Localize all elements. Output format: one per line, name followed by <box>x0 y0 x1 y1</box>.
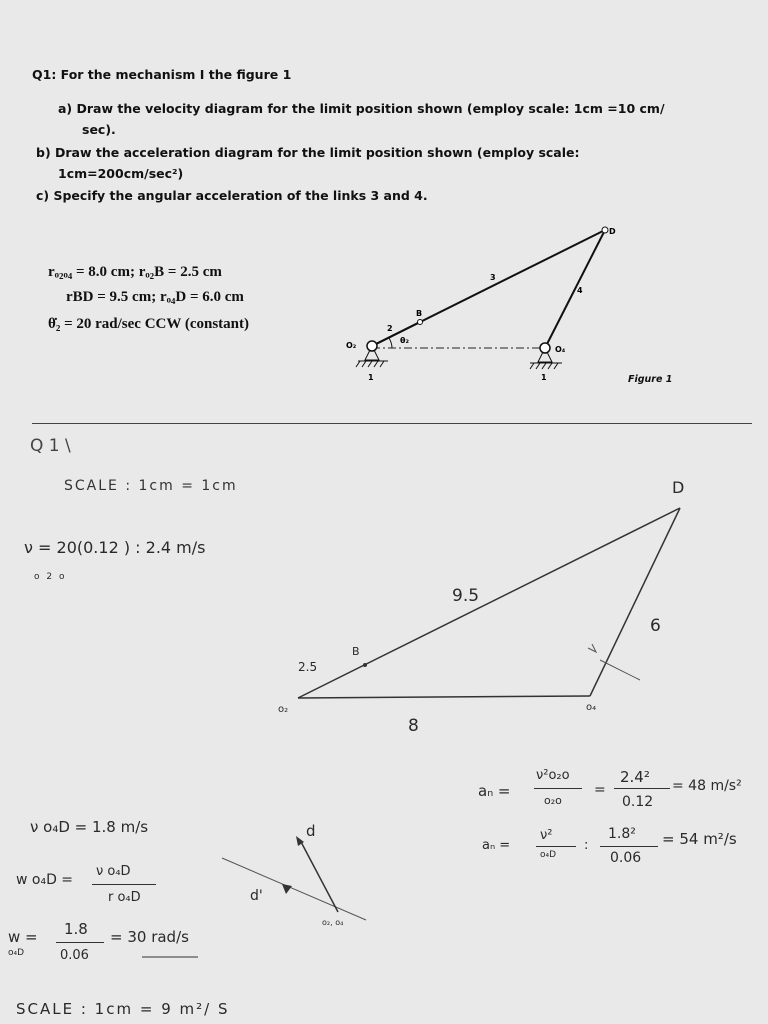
accel-arrow-d1 <box>282 884 292 894</box>
question-part-b-line2: 1cm=200cm/sec²) <box>58 166 184 181</box>
sketch-label-d: D <box>672 478 685 497</box>
sketch-line-o4-d <box>590 508 680 696</box>
label-o4: O₄ <box>555 345 566 354</box>
w-o4d-fraction-bar <box>92 884 156 885</box>
w2-denominator: 0.06 <box>60 948 89 963</box>
label-o2: O₂ <box>346 341 357 350</box>
question-part-b-line1: b) Draw the acceleration diagram for the limit position shown (employ scale: <box>36 145 580 160</box>
given-line-2: rBD = 9.5 cm; rₒ₄D = 6.0 cm <box>66 289 244 305</box>
an2-denominator: o₄D <box>540 850 557 860</box>
w2-lhs: w = <box>8 928 38 946</box>
sketch-length-o2o4: 8 <box>408 716 419 736</box>
sketch-label-b: B <box>352 645 360 658</box>
sketch-line-o2-d <box>298 508 680 698</box>
scale-acceleration: SCALE : 1cm = 9 m²/ S <box>16 1000 230 1018</box>
figure-caption: Figure 1 <box>628 374 673 385</box>
given-line-1: rₒ₂ₒ₄ = 8.0 cm; rₒ₂B = 2.5 cm <box>48 264 222 280</box>
label-theta: θ₂ <box>400 336 409 345</box>
question-part-a-line1: a) Draw the velocity diagram for the limit position shown (employ scale: 1cm =10 cm/ <box>58 101 665 116</box>
question-part-a-line2: sec). <box>82 122 116 137</box>
an2-result: = 54 m²/s <box>662 830 737 848</box>
an1-mid-denominator: 0.12 <box>622 794 654 810</box>
an1-mid-numerator: 2.4² <box>620 768 650 786</box>
an2-mid-numerator: 1.8² <box>608 826 636 842</box>
an1-result: = 48 m/s² <box>672 778 742 794</box>
sketch-label-o2: o₂ <box>278 704 289 715</box>
an1-lhs: aₙ = <box>478 782 511 800</box>
label-link-2: 2 <box>387 324 393 333</box>
w-o4d-lhs: w o₄D = <box>16 872 74 888</box>
velocity-subscript: o 2 o <box>34 572 67 582</box>
an1-numerator: ν²o₂o <box>536 768 570 783</box>
label-b: B <box>416 309 423 318</box>
accel-label-d: d <box>306 822 316 840</box>
sketch-length-o4d: 6 <box>650 616 661 636</box>
scale-velocity: SCALE : 1cm = 1cm <box>64 478 238 494</box>
an1-eq-sign: = <box>594 782 606 798</box>
sketch-mark <box>600 660 640 680</box>
an2-lhs: aₙ = <box>482 838 511 853</box>
sketch-label-o4: o₄ <box>586 702 597 713</box>
accel-line-d <box>300 840 338 912</box>
accel-line-long <box>222 858 366 920</box>
sketch-arrow <box>588 644 596 652</box>
label-d: D <box>609 227 616 236</box>
v-o4d-equation: ν o₄D = 1.8 m/s <box>30 818 149 836</box>
an2-mid-fraction-bar <box>600 846 658 847</box>
w-o4d-denominator: r o₄D <box>108 890 141 905</box>
sketch-point-b <box>363 663 367 667</box>
sketch-line-o2-o4 <box>298 696 590 698</box>
label-link-3: 3 <box>490 273 496 282</box>
an1-mid-fraction-bar <box>614 788 670 789</box>
an2-eq-sign: : <box>584 838 589 853</box>
velocity-equation: ν = 20(0.12 ) : 2.4 m/s <box>24 538 206 557</box>
accel-label-d1: d' <box>250 888 263 904</box>
accel-label-o: o₂, o₄ <box>322 918 344 927</box>
label-link-4: 4 <box>577 286 583 295</box>
an2-numerator: ν² <box>540 828 553 843</box>
w-o4d-numerator: ν o₄D <box>96 864 131 879</box>
given-line-3: θ̇₂ = 20 rad/sec CCW (constant) <box>48 316 249 332</box>
label-ground-1a: 1 <box>368 373 374 382</box>
w2-numerator: 1.8 <box>64 920 88 938</box>
w2-fraction-bar <box>56 942 104 943</box>
sketch-length-ob: 2.5 <box>298 660 318 674</box>
an2-fraction-bar <box>536 846 576 847</box>
an2-mid-denominator: 0.06 <box>610 850 642 866</box>
w2-subscript: o₄D <box>8 948 25 958</box>
w2-result: = 30 rad/s <box>110 928 189 946</box>
question-part-c: c) Specify the angular acceleration of the links 3 and 4. <box>36 188 428 203</box>
sketch-length-bd: 9.5 <box>452 586 480 606</box>
label-ground-1b: 1 <box>541 373 547 382</box>
question-title: Q1: For the mechanism I the figure 1 <box>32 67 292 82</box>
an1-fraction-bar <box>534 788 582 789</box>
an1-denominator: o₂o <box>544 794 562 807</box>
solution-header: Q 1 \ <box>30 436 71 456</box>
